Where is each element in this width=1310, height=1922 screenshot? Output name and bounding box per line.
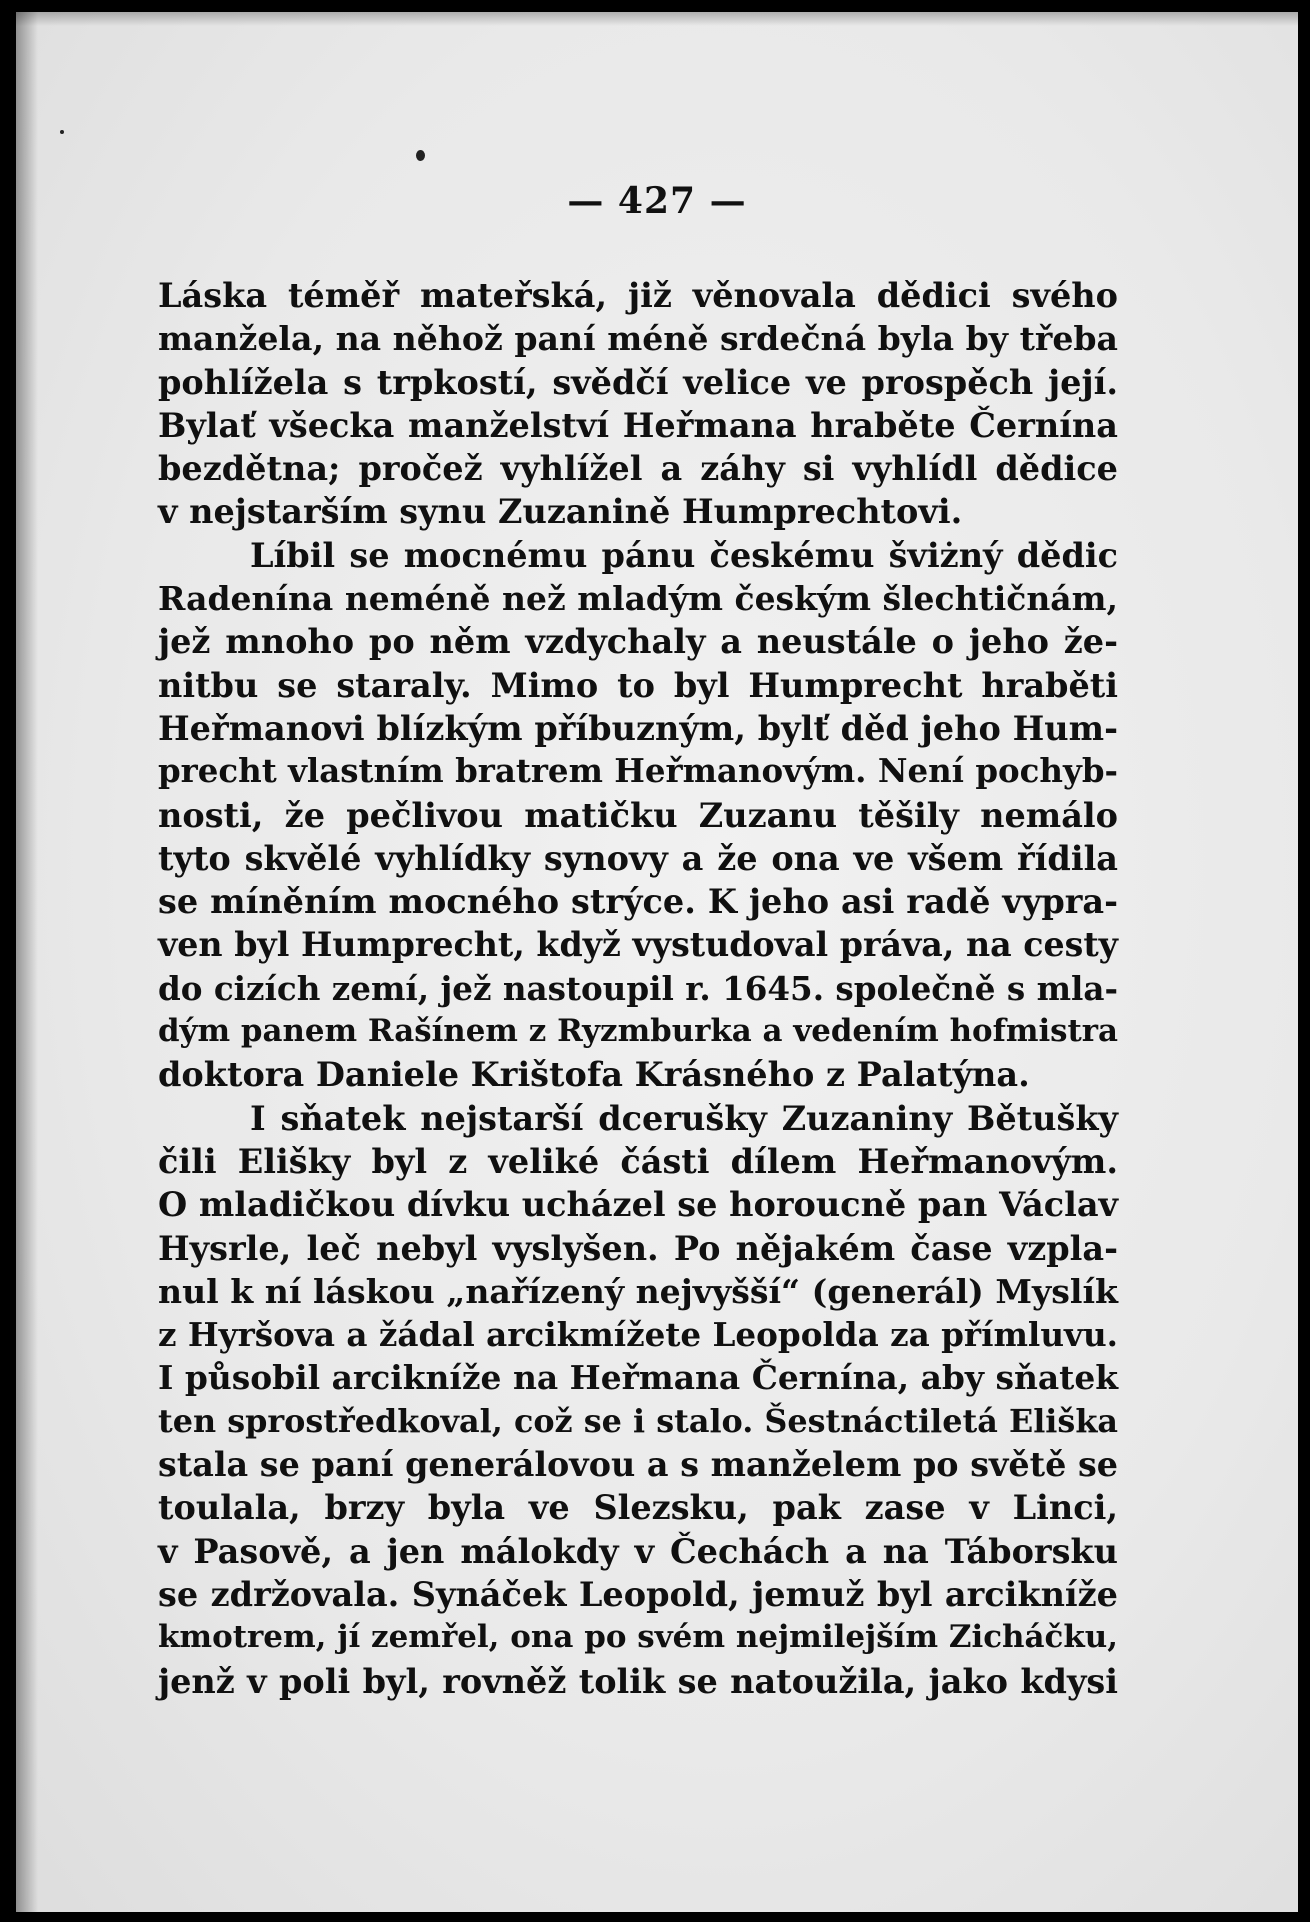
paragraph xyxy=(158,1097,1118,1703)
text-line: I sňatek nejstarší dcerušky Zuzaniny Bětušky xyxy=(250,1098,1118,1138)
text-line: nul k ní láskou „nařízený nejvyšší“ (generál) Myslík xyxy=(158,1271,1118,1311)
text-line: precht vlastním bratrem Heřmanovým. Není pochyb- xyxy=(158,752,1118,791)
text-line: jenž v poli byl, rovněž tolik se natoužila, jako kdysi xyxy=(158,1661,1118,1701)
ink-speck xyxy=(416,150,425,161)
text-line: nitbu se staraly. Mimo to byl Humprecht hraběti xyxy=(158,665,1118,705)
text-line: doktora Daniele Krištofa Krásného z Palatýna. xyxy=(158,1055,1030,1095)
text-line: Radenína neméně než mladým českým šlechtičnám, xyxy=(158,579,1118,619)
scan-shadow-top xyxy=(16,12,1298,26)
scanned-page xyxy=(16,12,1298,1912)
text-line: nosti, že pečlivou matičku Zuzanu těšily nemálo xyxy=(158,795,1118,835)
scan-shadow-left xyxy=(16,12,38,1912)
text-line: bezdětna; pročež vyhlížel a záhy si vyhlídl dědice xyxy=(158,449,1118,489)
page-number: — 427 — xyxy=(567,180,747,222)
text-line: v Pasově, a jen málokdy v Čechách a na Táborsku xyxy=(158,1531,1118,1571)
text-line: se míněním mocného strýce. K jeho asi radě vypra- xyxy=(158,882,1118,922)
text-line: ten sprostředkoval, což se i stalo. Šestnáctiletá Eliška xyxy=(158,1401,1118,1440)
text-line: O mladičkou dívku ucházel se horoucně pan Václav xyxy=(158,1185,1118,1225)
text-line: stala se paní generálovou a s manželem po světě se xyxy=(158,1445,1118,1485)
text-line: Heřmanovi blízkým příbuzným, bylť děd jeho Hum- xyxy=(158,708,1118,748)
text-line: Bylať všecka manželství Heřmana hraběte Černína xyxy=(158,405,1118,445)
text-line: kmotrem, jí zemřel, ona po svém nejmilejším Zicháčku, xyxy=(158,1619,1118,1656)
text-line: Láska téměř mateřská, již věnovala dědici svého xyxy=(158,276,1118,315)
text-line: tyto skvělé vyhlídky synovy a že ona ve všem řídila xyxy=(158,838,1118,878)
text-line: ven byl Humprecht, když vystudoval práva, na cesty xyxy=(158,925,1118,965)
text-line: čili Elišky byl z veliké části dílem Heřmanovým. xyxy=(158,1141,1118,1181)
text-line: se zdržovala. Synáček Leopold, jemuž byl arcikníže xyxy=(158,1574,1118,1614)
paragraph xyxy=(158,534,1118,1097)
text-line: v nejstarším synu Zuzanině Humprechtovi. xyxy=(158,492,963,532)
text-line: pohlížela s trpkostí, svědčí velice ve prospěch její. xyxy=(158,362,1118,402)
paragraph xyxy=(158,274,1118,534)
text-line: toulala, brzy byla ve Slezsku, pak zase v Linci, xyxy=(158,1488,1118,1528)
text-line: manžela, na něhož paní méně srdečná byla by třeba xyxy=(158,319,1118,359)
text-line: do cizích zemí, jež nastoupil r. 1645. společně s mla- xyxy=(158,968,1118,1008)
body-text xyxy=(158,274,1118,1703)
text-line: Hysrle, leč nebyl vyslyšen. Po nějakém čase vzpla- xyxy=(158,1228,1118,1268)
text-line: dým panem Rašínem z Ryzmburka a vedením hofmistra xyxy=(158,1013,1118,1050)
text-line: jež mnoho po něm vzdychaly a neustále o jeho že- xyxy=(158,622,1118,662)
text-line: Líbil se mocnému pánu českému šviżný dědic xyxy=(250,535,1118,575)
ink-speck xyxy=(60,130,64,134)
text-line: I působil arcikníže na Heřmana Černína, aby sňatek xyxy=(158,1358,1118,1398)
text-line: z Hyršova a žádal arcikmížete Leopolda za přímluvu. xyxy=(158,1315,1118,1355)
